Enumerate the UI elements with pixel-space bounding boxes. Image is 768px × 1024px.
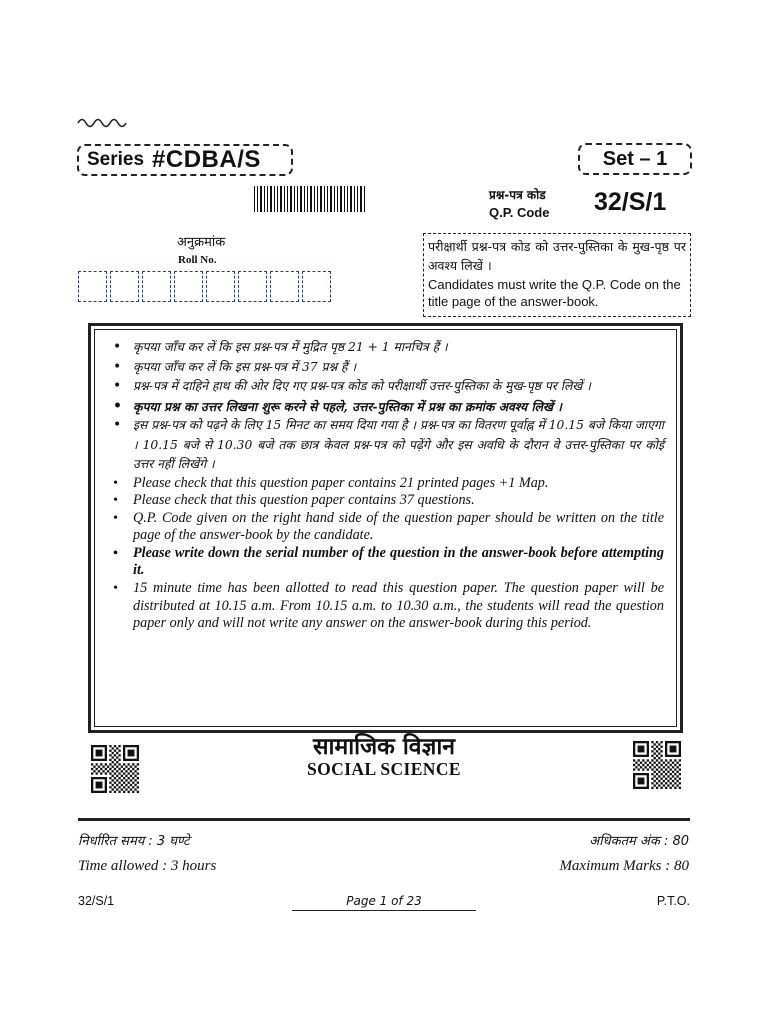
wave-ornament-icon — [76, 114, 132, 128]
instructions-box — [88, 323, 683, 733]
instruction-item: • कृपया जाँच कर लें कि इस प्रश्न-पत्र में मुद्रित पृष्ठ 21 + 1 मानचित्र हैं । — [107, 338, 664, 358]
roll-number-box[interactable] — [174, 271, 203, 302]
maximum-marks: Maximum Marks : 80 — [559, 858, 689, 874]
subject-title-hindi: सामाजिक विज्ञान — [312, 734, 456, 760]
qp-code-value: 32/S/1 — [594, 188, 667, 216]
barcode-icon — [254, 186, 366, 212]
instruction-item: • इस प्रश्न-पत्र को पढ़ने के लिए 15 मिनट का समय दिया गया है । प्रश्न-पत्र का वितरण पूर्वाह्न में 10.15 बजे किया जाएगा । 10.15 बजे से 10.30 बजे तक छात्र केवल प्रश्न-पत्र को पढ़ेंगे और इस अवधि के दौरान वे उत्तर-पुस्तिका पर कोई उत्तर नहीं लिखेंगे । — [107, 416, 664, 475]
roll-number-box[interactable] — [142, 271, 171, 302]
instruction-item: • Please check that this question paper contains 21 printed pages +1 Map. — [107, 475, 664, 493]
qp-code-label-hindi: प्रश्न-पत्र कोड — [489, 188, 546, 202]
roll-number-box[interactable] — [110, 271, 139, 302]
qp-code-label: Q.P. Code — [489, 205, 550, 220]
series-label: Series — [87, 149, 145, 170]
roll-number-box[interactable] — [270, 271, 299, 302]
roll-number-label-hindi: अनुक्रमांक — [177, 235, 226, 250]
roll-number-label: Roll No. — [178, 254, 217, 266]
footer-paper-code: 32/S/1 — [78, 894, 115, 908]
roll-number-box[interactable] — [206, 271, 235, 302]
instructions-list — [107, 338, 664, 633]
instruction-item: • Q.P. Code given on the right hand side of the question paper should be written on the title page of the answer-book by the candidate. — [107, 510, 664, 545]
series-box — [77, 144, 293, 176]
instruction-item: • कृपया जाँच कर लें कि इस प्रश्न-पत्र में 37 प्रश्न हैं । — [107, 358, 664, 378]
subject-title: SOCIAL SCIENCE — [307, 759, 461, 779]
page-number: Page 1 of 23 — [292, 894, 476, 911]
divider — [78, 818, 690, 821]
set-box — [578, 143, 692, 175]
set-label: Set – 1 — [602, 147, 668, 170]
roll-number-box[interactable] — [78, 271, 107, 302]
roll-number-box[interactable] — [302, 271, 331, 302]
instruction-item: • Please check that this question paper contains 37 questions. — [107, 492, 664, 510]
candidate-note-box — [423, 233, 691, 317]
time-allowed-hindi: निर्धारित समय : 3 घण्टे — [78, 834, 190, 849]
instruction-item: • Please write down the serial number of the question in the answer-book before attempting it. — [107, 545, 664, 580]
maximum-marks-hindi: अधिकतम अंक : 80 — [589, 834, 689, 849]
series-code: #CDBA/S — [152, 146, 261, 173]
candidate-note: Candidates must write the Q.P. Code on the title page of the answer-book. — [428, 277, 681, 309]
roll-number-box[interactable] — [238, 271, 267, 302]
candidate-note-hindi: परीक्षार्थी प्रश्न-पत्र कोड को उत्तर-पुस्तिका के मुख-पृष्ठ पर अवश्य लिखें । — [428, 239, 686, 273]
time-allowed: Time allowed : 3 hours — [78, 858, 217, 874]
instruction-item: • कृपया प्रश्न का उत्तर लिखना शुरू करने से पहले, उत्तर-पुस्तिका में प्रश्न का क्रमांक अवश्य लिखें । — [107, 397, 664, 417]
instruction-item: • 15 minute time has been allotted to read this question paper. The question paper will be distributed at 10.15 a.m. From 10.15 a.m. to 10.30 a.m., the students will read the question paper only and will not write any answer on the answer-book during this period. — [107, 580, 664, 633]
pto-label: P.T.O. — [656, 894, 690, 908]
roll-number-boxes — [78, 271, 334, 302]
instruction-item: • प्रश्न-पत्र में दाहिने हाथ की ओर दिए गए प्रश्न-पत्र कोड को परीक्षार्थी उत्तर-पुस्तिका के मुख-पृष्ठ पर लिखें । — [107, 377, 664, 397]
